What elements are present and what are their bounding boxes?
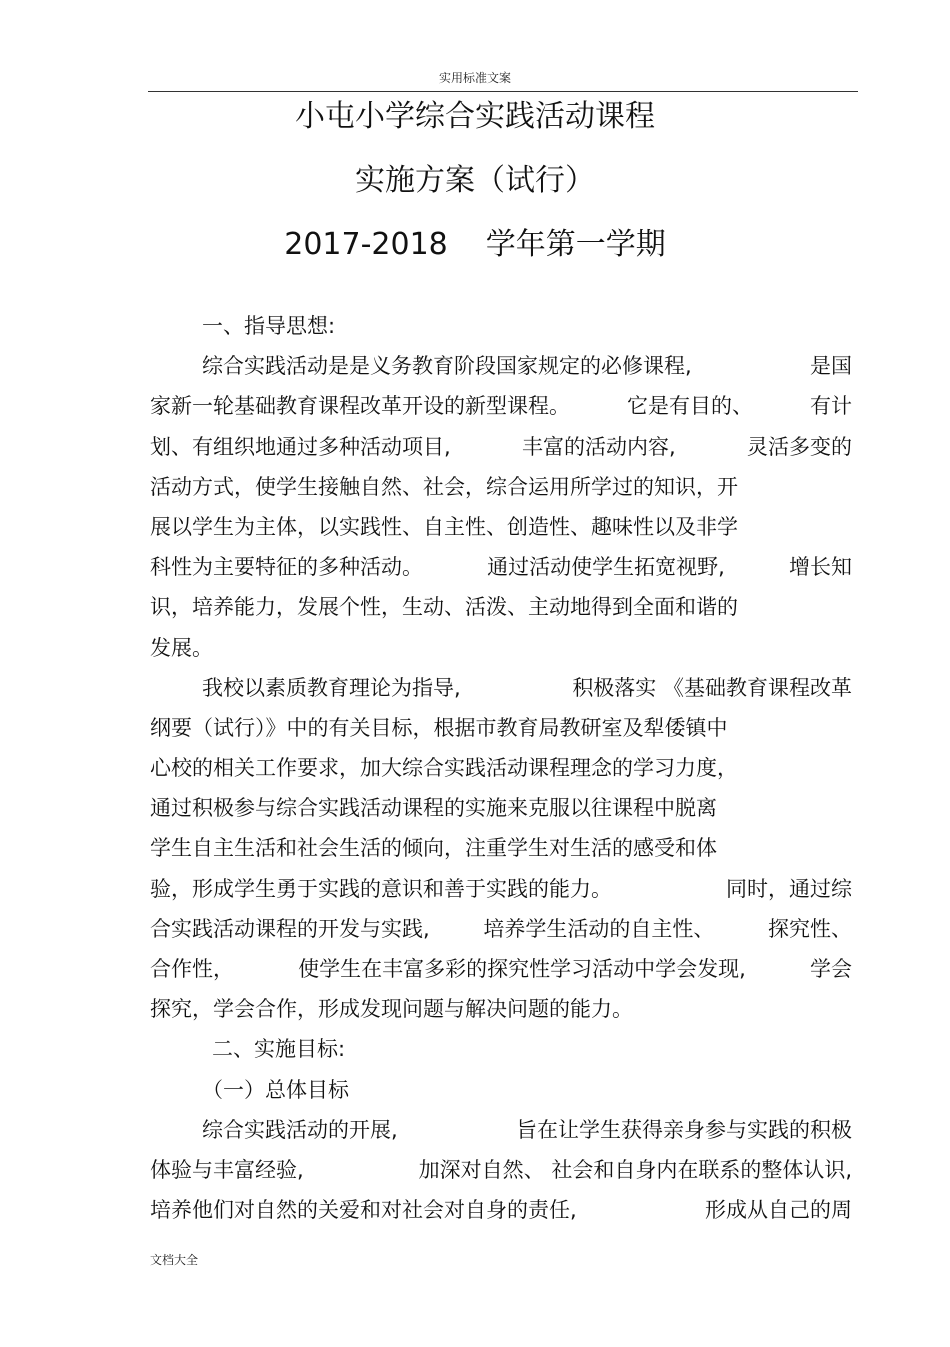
body-text-segment: 展以学生为主体，以实践性、自主性、创造性、趣味性以及非学: [150, 514, 738, 539]
body-text-segment: 体验与丰富经验,: [150, 1157, 304, 1182]
body-line: [150, 547, 852, 587]
body-text-segment: 使学生在丰富多彩的探究性学习活动中学会发现,: [298, 957, 746, 981]
body-text-segment: 纲要（试行）》中的有关目标，根据市教育局教研室及犁倭镇中: [150, 715, 728, 740]
body-line: [150, 587, 852, 627]
body-line: [150, 346, 852, 386]
page-footer: 文档大全: [150, 1253, 199, 1267]
body-text-segment: 增长知: [789, 555, 852, 580]
document-title-line-1: 小屯小学综合实践活动课程: [295, 99, 655, 134]
body-text-segment: 它是有目的、: [627, 394, 753, 419]
term-year: 2017-2018: [284, 227, 448, 262]
body-text-segment: 综合实践活动是是义务教育阶段国家规定的必修课程,: [202, 354, 692, 379]
body-text-segment: 形成从自己的周: [705, 1198, 852, 1223]
body-text-segment: 培养他们对自然的关爱和对社会对自身的责任,: [150, 1198, 577, 1223]
document-term: [0, 227, 950, 263]
body-line: [150, 1110, 852, 1150]
body-line: [150, 427, 852, 467]
body-text-segment: 一、指导思想:: [202, 314, 336, 338]
body-text-segment: 我校以素质教育理论为指导,: [202, 675, 461, 700]
body-text-segment: 探究性、: [768, 916, 852, 941]
body-text-segment: 通过活动使学生拓宽视野,: [487, 555, 725, 580]
body-text-segment: 家新一轮基础教育课程改革开设的新型课程。: [150, 394, 570, 419]
body-line: [150, 788, 852, 828]
body-text-segment: 积极落实 《基础教育课程改革: [572, 675, 852, 700]
body-text: [150, 306, 852, 1230]
body-text-segment: 综合实践活动的开展,: [202, 1117, 398, 1142]
body-text-segment: 科性为主要特征的多种活动。: [150, 555, 423, 580]
body-line: [150, 1070, 852, 1110]
body-line: [150, 306, 852, 346]
body-text-segment: 灵活多变的: [747, 434, 852, 459]
body-text-segment: 学生自主生活和社会生活的倾向，注重学生对生活的感受和体: [150, 836, 717, 861]
body-text-segment: 旨在让学生获得亲身参与实践的积极: [516, 1117, 852, 1142]
body-line: [150, 1190, 852, 1230]
body-text-segment: 合实践活动课程的开发与实践,: [150, 916, 430, 941]
body-text-segment: 心校的相关工作要求，加大综合实践活动课程理念的学习力度，: [150, 756, 738, 781]
body-line: [150, 628, 852, 668]
body-text-segment: 同时，通过综: [726, 876, 852, 901]
header-divider: [148, 91, 858, 92]
body-text-segment: 通过积极参与综合实践活动课程的实施来克服以往课程中脱离: [150, 796, 717, 821]
body-text-segment: 是国: [810, 354, 852, 379]
body-line: [150, 668, 852, 708]
body-text-segment: 学会: [810, 957, 852, 981]
body-text-segment: 发展。: [150, 635, 213, 660]
body-line: [150, 828, 852, 868]
body-text-segment: 验，形成学生勇于实践的意识和善于实践的能力。: [150, 876, 612, 901]
body-text-segment: 加深对自然、 社会和自身内在联系的整体认识,: [418, 1157, 852, 1182]
body-text-segment: 活动方式，使学生接触自然、社会，综合运用所学过的知识，开: [150, 474, 738, 499]
body-line: [150, 869, 852, 909]
body-line: [150, 748, 852, 788]
body-line: [150, 989, 852, 1029]
body-line: [150, 467, 852, 507]
body-text-segment: 二、实施目标:: [212, 1037, 346, 1062]
body-text-segment: 划、有组织地通过多种活动项目,: [150, 434, 451, 459]
body-line: [150, 1029, 852, 1069]
body-line: [150, 708, 852, 748]
body-line: [150, 507, 852, 547]
body-line: [150, 1150, 852, 1190]
body-text-segment: 探究，学会合作，形成发现问题与解决问题的能力。: [150, 997, 633, 1022]
body-line: [150, 909, 852, 949]
body-text-segment: 培养学生活动的自主性、: [483, 916, 715, 941]
body-text-segment: （一）总体目标: [202, 1077, 349, 1102]
body-text-segment: 有计: [810, 394, 852, 419]
body-text-segment: 丰富的活动内容,: [522, 434, 676, 459]
body-line: [150, 386, 852, 426]
body-text-segment: 识，培养能力，发展个性，生动、活泼、主动地得到全面和谐的: [150, 595, 738, 620]
term-name: 学年第一学期: [485, 227, 666, 262]
body-text-segment: 合作性，: [150, 957, 234, 981]
document-title-line-2: 实施方案（试行）: [355, 163, 595, 198]
body-line: [150, 949, 852, 989]
page-header: 实用标准文案: [438, 71, 511, 85]
